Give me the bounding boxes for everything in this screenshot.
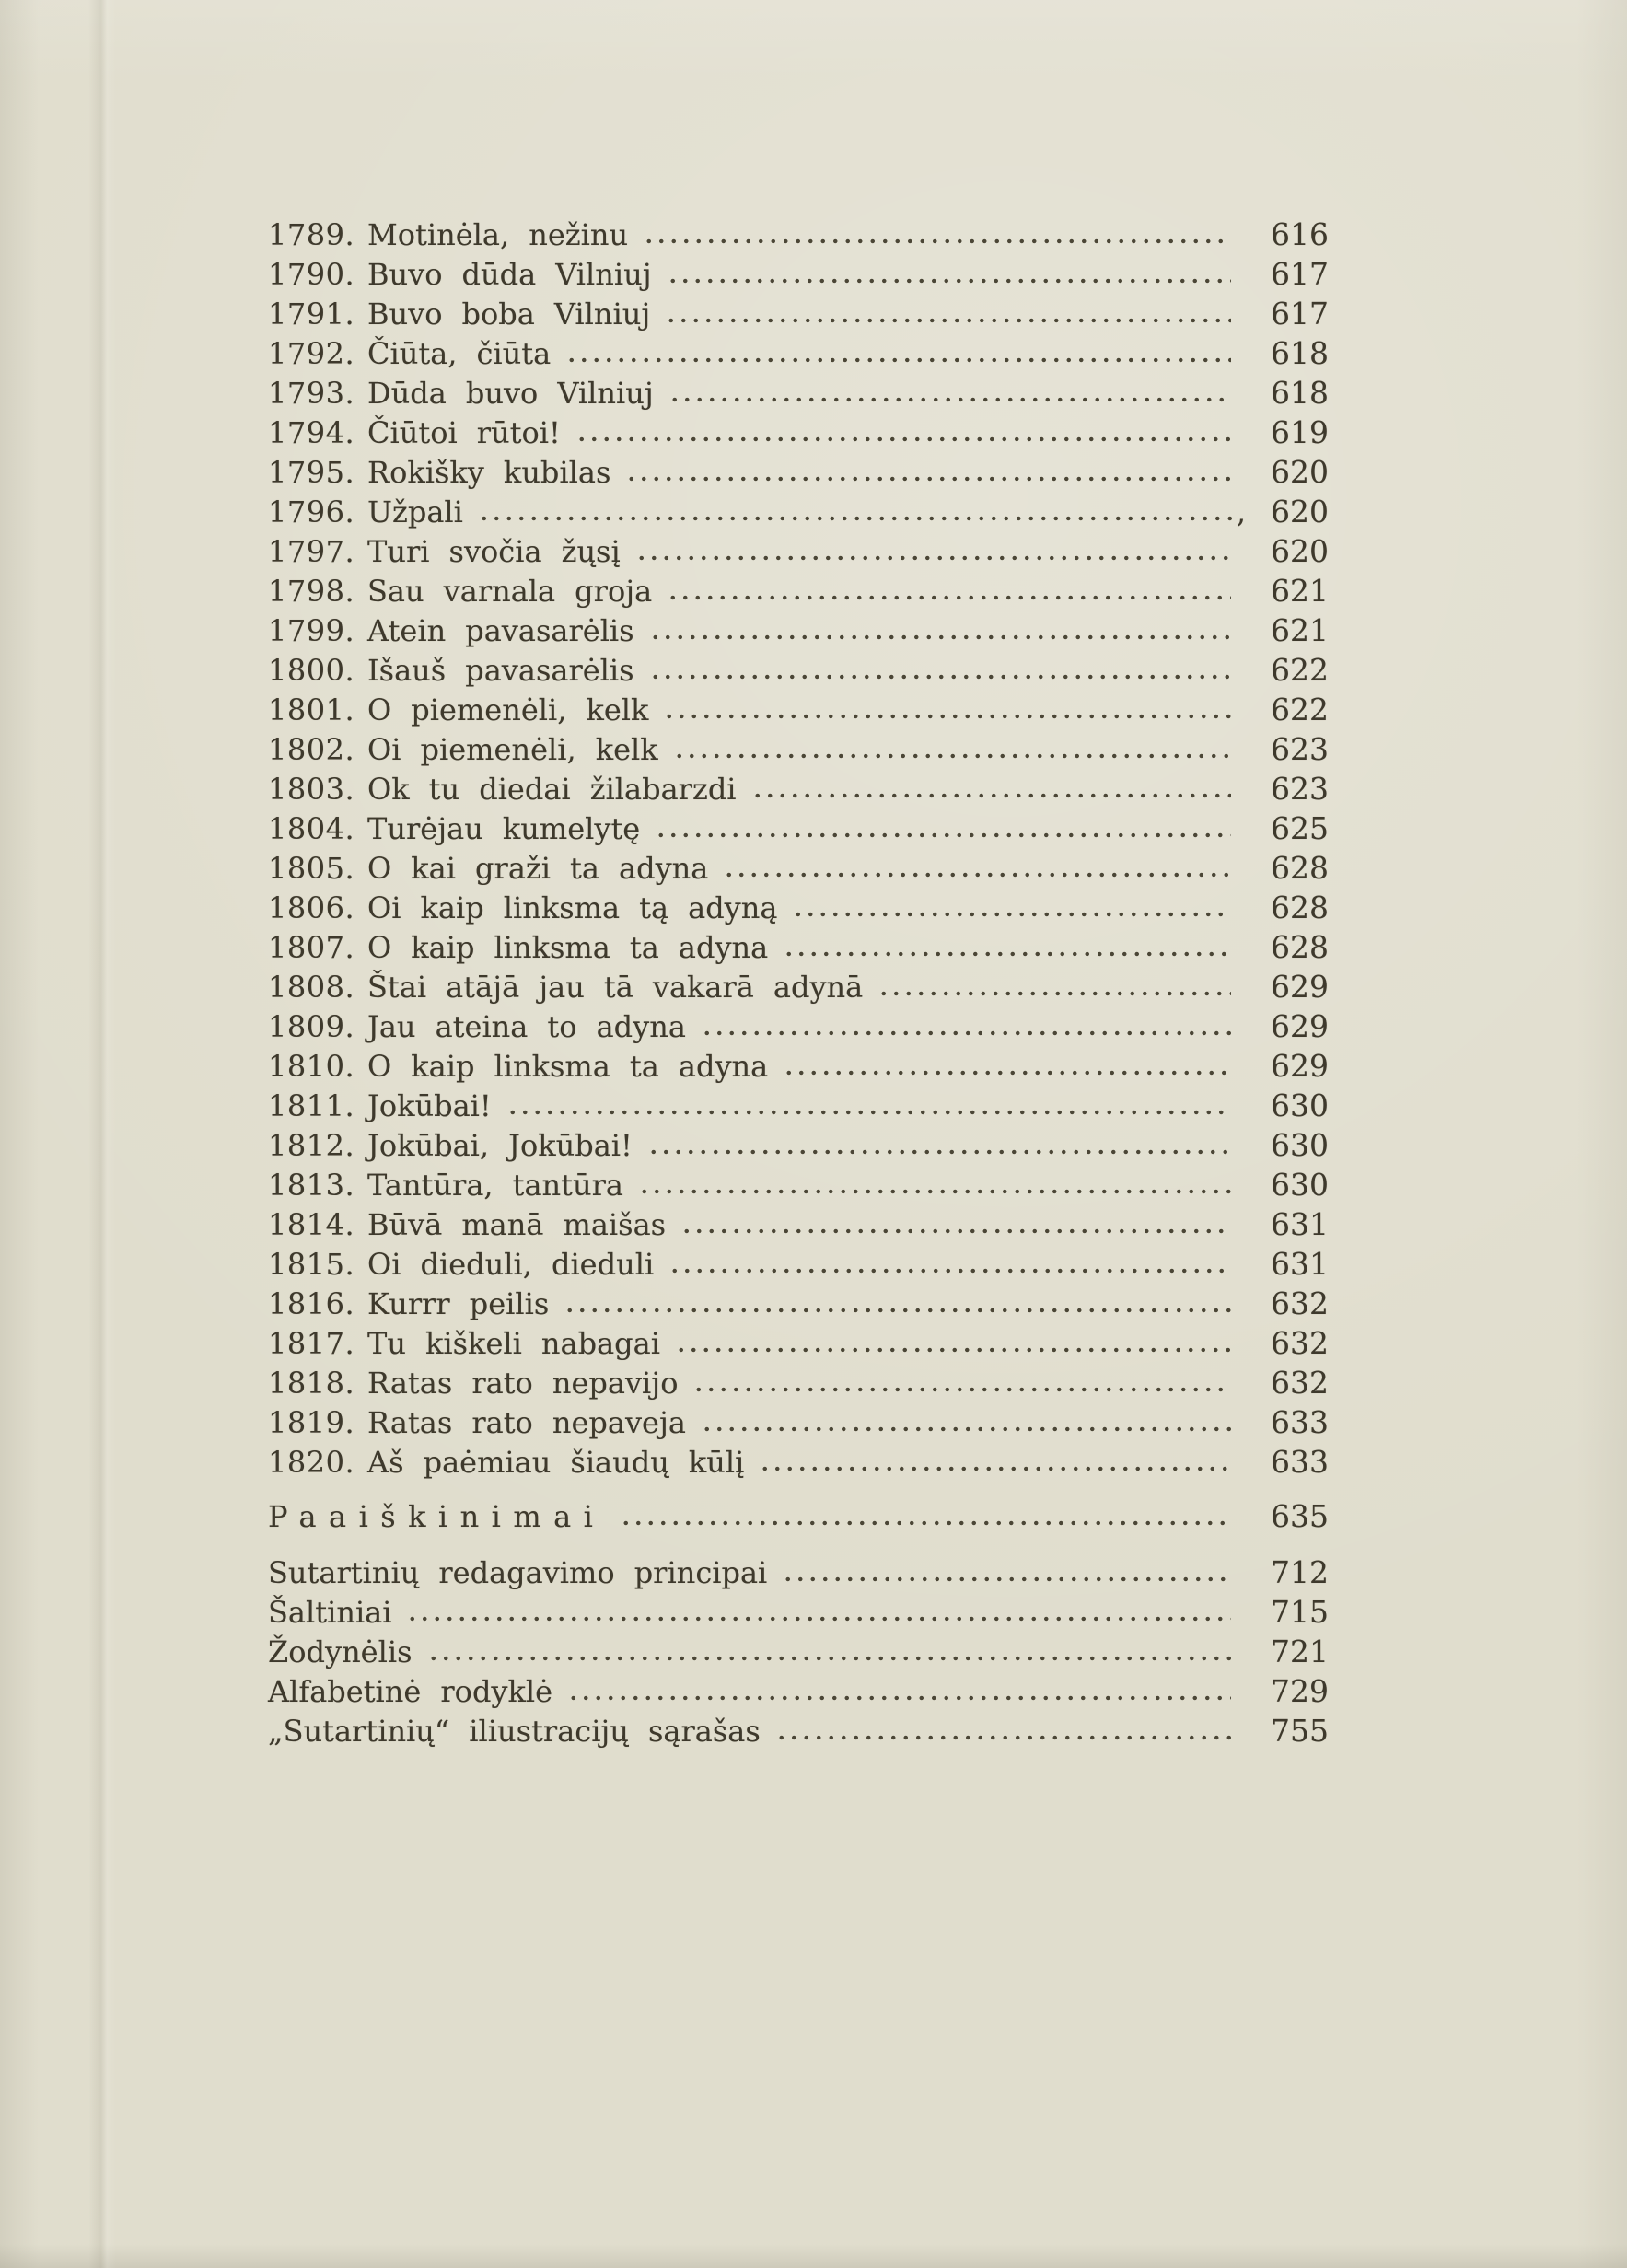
entry-title: Ratas rato nepavijo (367, 1366, 679, 1401)
entry-number: 1800. (268, 653, 355, 688)
entry-title: Turėjau kumelytę (367, 811, 641, 846)
dot-leader (649, 611, 1231, 650)
entry-number: 1803. (268, 772, 355, 807)
page-number: 632 (1271, 1365, 1329, 1401)
entry-number: 1804. (268, 811, 355, 846)
page-number: 628 (1271, 850, 1329, 886)
page-number: 721 (1271, 1634, 1329, 1669)
dot-leader (759, 1442, 1231, 1482)
dot-leader (667, 571, 1231, 611)
dot-leader (567, 1671, 1231, 1711)
toc-row (268, 1363, 1329, 1402)
page-number: 628 (1271, 890, 1329, 925)
toc-row (268, 413, 1329, 452)
page-number: 622 (1271, 652, 1329, 688)
toc-row (268, 254, 1329, 294)
entry-title: Rokišky kubilas (367, 455, 611, 490)
entry-number: 1791. (268, 297, 355, 331)
toc-row (268, 1632, 1329, 1671)
entry-title: O kai graži ta adyna (367, 851, 709, 886)
page-number: 618 (1271, 335, 1329, 371)
entry-title: O piemenėli, kelk (367, 692, 649, 727)
page-number: 618 (1271, 375, 1329, 411)
page-number: 625 (1271, 810, 1329, 846)
entry-number: 1817. (268, 1326, 355, 1361)
entry-title: Čiūta, čiūta (367, 336, 552, 371)
entry-title: Jokūbai, Jokūbai! (367, 1128, 633, 1163)
page-number: 755 (1271, 1713, 1329, 1749)
entry-title: „Sutartinių“ iliustracijų sąrašas (268, 1714, 761, 1749)
entry-title: O kaip linksma ta adyna (367, 930, 769, 965)
toc-row (268, 1046, 1329, 1086)
page-number: 729 (1271, 1673, 1329, 1709)
page-number: 621 (1271, 573, 1329, 609)
toc-row (268, 1442, 1329, 1482)
dot-leader (792, 888, 1231, 927)
entry-title: Dūda buvo Vilniuj (367, 376, 654, 411)
entry-title: Sutartinių redagavimo principai (268, 1555, 768, 1590)
dot-leader (506, 1086, 1231, 1125)
dot-leader (673, 729, 1231, 769)
page-number: 616 (1271, 216, 1329, 252)
entry-title: Išauš pavasarėlis (367, 653, 634, 688)
toc-row (268, 1323, 1329, 1363)
entry-title: Žodynėlis (268, 1634, 413, 1669)
toc-row (268, 808, 1329, 848)
toc-row (268, 1711, 1329, 1750)
dot-leader (663, 690, 1231, 729)
entry-number: 1805. (268, 851, 355, 886)
entry-number: 1797. (268, 534, 355, 569)
entry-title: Štai atājā jau tā vakarā adynā (367, 970, 864, 1005)
page-number: 715 (1271, 1594, 1329, 1630)
page-number: 712 (1271, 1554, 1329, 1590)
dot-leader (575, 413, 1231, 452)
entry-number: 1810. (268, 1049, 355, 1084)
toc-entry-list (268, 215, 1329, 1482)
entry-title: Turi svočia žųsį (367, 534, 621, 569)
dot-leader (723, 848, 1231, 888)
entry-title: Alfabetinė rodyklė (268, 1674, 553, 1709)
entry-number: 1808. (268, 970, 355, 1005)
entry-title: Užpali (367, 494, 463, 529)
toc-row (268, 967, 1329, 1006)
entry-title: Motinėla, nežinu (367, 217, 629, 252)
toc-row (268, 215, 1329, 254)
dot-leader (406, 1592, 1231, 1632)
page-number: 620 (1271, 494, 1329, 529)
entry-title: Paaiškinimai (268, 1499, 606, 1534)
page-number: 631 (1271, 1206, 1329, 1242)
entry-title: Tu kiškeli nabagai (367, 1326, 660, 1361)
dot-leader (427, 1632, 1232, 1671)
page-number: 620 (1271, 454, 1329, 490)
toc-row (268, 1592, 1329, 1632)
page-number: 629 (1271, 969, 1329, 1005)
page-number: 629 (1271, 1048, 1329, 1084)
dot-leader (665, 294, 1231, 333)
entry-title: Oi piemenėli, kelk (367, 732, 658, 767)
toc-row (268, 769, 1329, 808)
dot-leader (782, 1553, 1231, 1592)
page-number: 628 (1271, 929, 1329, 965)
entry-title: Oi kaip linksma tą adyną (367, 890, 778, 925)
dot-leader (667, 254, 1231, 294)
dot-leader (638, 1165, 1231, 1204)
entry-number: 1789. (268, 217, 355, 252)
entry-number: 1796. (268, 494, 355, 529)
dot-leader (564, 1284, 1231, 1323)
entry-number: 1806. (268, 890, 355, 925)
dot-leader (565, 333, 1231, 373)
page-number: 630 (1271, 1127, 1329, 1163)
entry-number: 1793. (268, 376, 355, 411)
toc-row (268, 294, 1329, 333)
dot-leader (675, 1323, 1231, 1363)
toc-row (268, 1125, 1329, 1165)
toc-row (268, 1671, 1329, 1711)
toc-row (268, 1244, 1329, 1284)
entry-title: Ok tu diedai žilabarzdi (367, 772, 737, 807)
entry-title: Buvo boba Vilniuj (367, 297, 651, 331)
entry-title: Būvā manā maišas (367, 1207, 667, 1242)
entry-number: 1802. (268, 732, 355, 767)
entry-title: Kurrr peilis (367, 1286, 550, 1321)
entry-number: 1807. (268, 930, 355, 965)
toc-row (268, 333, 1329, 373)
dot-leader (478, 492, 1233, 531)
toc-row (268, 1204, 1329, 1244)
table-of-contents (268, 215, 1329, 1750)
entry-title: Buvo dūda Vilniuj (367, 257, 652, 292)
dot-leader (643, 215, 1231, 254)
entry-number: 1801. (268, 692, 355, 727)
page-number: 622 (1271, 692, 1329, 727)
dot-leader (635, 531, 1231, 571)
toc-row (268, 927, 1329, 967)
toc-explanations-row (268, 1496, 1329, 1536)
toc-row (268, 571, 1329, 611)
dot-leader (783, 927, 1231, 967)
entry-number: 1792. (268, 336, 355, 371)
page-number: 620 (1271, 533, 1329, 569)
page-number: 630 (1271, 1167, 1329, 1203)
dot-leader (783, 1046, 1231, 1086)
toc-row (268, 848, 1329, 888)
entry-number: 1820. (268, 1445, 355, 1480)
toc-row (268, 1496, 1329, 1536)
leader-suffix: , (1236, 494, 1246, 529)
page-number: 623 (1271, 731, 1329, 767)
paper-crease (88, 0, 116, 2268)
entry-title: Aš paėmiau šiaudų kūlį (367, 1445, 745, 1480)
dot-leader (775, 1711, 1231, 1750)
dot-leader (649, 650, 1231, 690)
entry-number: 1790. (268, 257, 355, 292)
dot-leader (625, 452, 1231, 492)
toc-row (268, 1086, 1329, 1125)
entry-title: Čiūtoi rūtoi! (367, 415, 561, 450)
entry-title: Ratas rato nepaveja (367, 1405, 686, 1440)
toc-row (268, 492, 1329, 531)
toc-row (268, 690, 1329, 729)
dot-leader (877, 967, 1231, 1006)
dot-leader (701, 1402, 1231, 1442)
toc-row (268, 1165, 1329, 1204)
dot-leader (668, 1244, 1231, 1284)
page-number: 632 (1271, 1285, 1329, 1321)
page-number: 629 (1271, 1008, 1329, 1044)
page-number: 630 (1271, 1087, 1329, 1123)
entry-number: 1814. (268, 1207, 355, 1242)
dot-leader (751, 769, 1231, 808)
toc-row (268, 1553, 1329, 1592)
entry-number: 1812. (268, 1128, 355, 1163)
entry-number: 1815. (268, 1247, 355, 1282)
page-number: 632 (1271, 1325, 1329, 1361)
toc-row (268, 729, 1329, 769)
toc-row (268, 888, 1329, 927)
entry-title: Jokūbai! (367, 1088, 492, 1123)
entry-number: 1809. (268, 1009, 355, 1044)
dot-leader (620, 1496, 1231, 1536)
entry-title: O kaip linksma ta adyna (367, 1049, 769, 1084)
entry-number: 1798. (268, 574, 355, 609)
entry-title: Šaltiniai (268, 1595, 392, 1630)
entry-title: Oi dieduli, dieduli (367, 1247, 655, 1282)
entry-number: 1818. (268, 1366, 355, 1401)
dot-leader (647, 1125, 1231, 1165)
dot-leader (680, 1204, 1231, 1244)
page-number: 633 (1271, 1444, 1329, 1480)
dot-leader (701, 1006, 1231, 1046)
dot-leader (655, 808, 1231, 848)
toc-row (268, 1402, 1329, 1442)
toc-row (268, 650, 1329, 690)
page-number: 635 (1271, 1498, 1329, 1534)
entry-number: 1799. (268, 613, 355, 648)
toc-row (268, 452, 1329, 492)
page-number: 619 (1271, 414, 1329, 450)
entry-number: 1813. (268, 1168, 355, 1203)
toc-section-list (268, 1553, 1329, 1750)
entry-title: Sau varnala groja (367, 574, 653, 609)
entry-title: Atein pavasarėlis (367, 613, 634, 648)
dot-leader (692, 1363, 1231, 1402)
toc-row (268, 611, 1329, 650)
dot-leader (668, 373, 1231, 413)
page-number: 617 (1271, 256, 1329, 292)
entry-title: Jau ateina to adyna (367, 1009, 686, 1044)
page-number: 621 (1271, 612, 1329, 648)
entry-number: 1816. (268, 1286, 355, 1321)
entry-number: 1819. (268, 1405, 355, 1440)
toc-row (268, 1284, 1329, 1323)
page-number: 623 (1271, 771, 1329, 807)
entry-number: 1811. (268, 1088, 355, 1123)
entry-number: 1795. (268, 455, 355, 490)
page-number: 631 (1271, 1246, 1329, 1282)
toc-row (268, 1006, 1329, 1046)
toc-row (268, 531, 1329, 571)
page-number: 633 (1271, 1404, 1329, 1440)
page-number: 617 (1271, 296, 1329, 331)
entry-title: Tantūra, tantūra (367, 1168, 624, 1203)
entry-number: 1794. (268, 415, 355, 450)
toc-row (268, 373, 1329, 413)
